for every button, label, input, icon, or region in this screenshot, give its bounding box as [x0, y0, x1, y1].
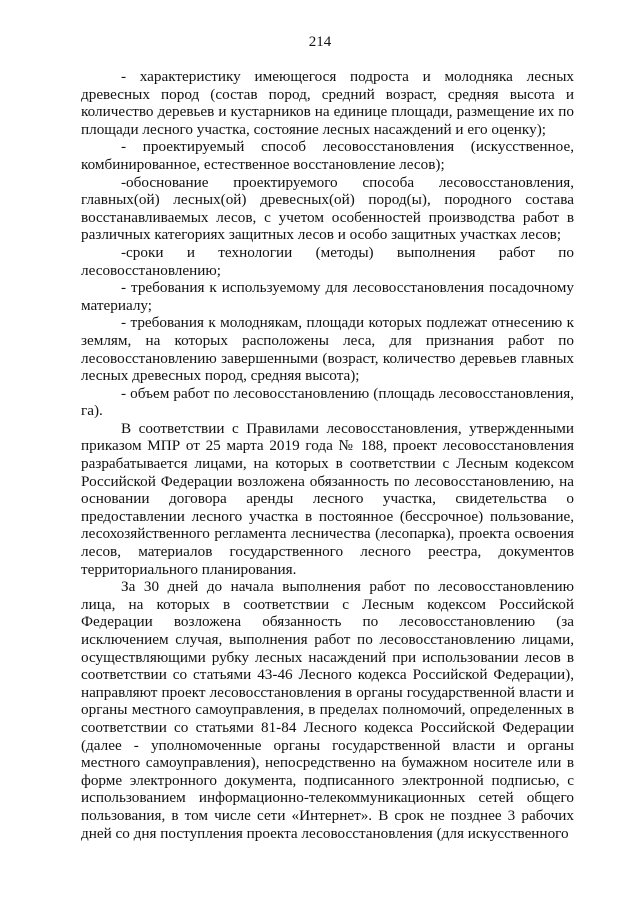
body-text [81, 68, 574, 842]
paragraph-reforestation-rules: В соответствии с Правилами лесовосстановления, утвержденными приказом МПР от 25 марта 2019 года № 188, проект лесовосстановления разрабатывается лицами, на которых в соответствии с Лесным кодексом Российской Федерации возложена обязанность по лесовосстановлению, на основании договора аренды лесного участка, свидетельства о предоставлении лесного участка в постоянное (бессрочное) пользование, лесохозяйственного регламента лесничества (лесопарка), проекта освоения лесов, материалов государственного лесного реестра, документов территориального планирования. [81, 419, 574, 578]
paragraph-undergrowth-characteristics: - характеристику имеющегося подроста и молодняка лесных древесных пород (состав пород, средний возраст, средняя высота и количество деревьев и кустарников на единице площади, размещение их по площади лесного участка, состояние лесных насаждений и его оценку); [81, 68, 574, 138]
paragraph-young-growth-requirements: - требования к молоднякам, площади которых подлежат отнесению к землям, на которых расположены леса, для признания работ по лесовосстановлению завершенными (возраст, количество деревьев главных лесных древесных пород, средняя высота); [81, 314, 574, 385]
paragraph-method-justification: -обоснование проектируемого способа лесовосстановления, главных(ой) лесных(ой) древесных(ой) пород(ы), породного состава восстанавливаемых лесов, с учетом особенностей производства работ в различных категориях защитных лесов и особо защитных участках лесов; [81, 173, 574, 244]
paragraph-planting-material: - требования к используемому для лесовосстановления посадочному материалу; [81, 279, 574, 314]
paragraph-work-volume: - объем работ по лесовосстановлению (площадь лесовосстановления, га). [81, 384, 574, 420]
paragraph-submission-procedure: За 30 дней до начала выполнения работ по лесовосстановлению лица, на которых в соответствии с Лесным кодексом Российской Федерации возложена обязанность по лесовосстановлению (за исключением случая, выполнения работ по лесовосстановлению лицами, осуществляющими рубку лесных насаждений при использовании лесов в соответствии со статьями 43-46 Лесного кодекса Российской Федерации), направляют проект лесовосстановления в органы государственной власти и органы местного самоуправления, в пределах полномочий, определенных в соответствии со статьями 81-84 Лесного кодекса Российской Федерации (далее - уполномоченные органы государственной власти и органы местного самоуправления), непосредственно на бумажном носителе или в форме электронного документа, подписанного электронной подписью, с использованием информационно-телекоммуникационных сетей общего пользования, в том числе сети «Интернет». В срок не позднее 3 рабочих дней со дня поступления проекта лесовосстановления (для искусственного [81, 578, 574, 842]
paragraph-timing-technology: -сроки и технологии (методы) выполнения работ по лесовосстановлению; [81, 243, 574, 279]
page-number: 214 [308, 34, 332, 50]
paragraph-reforestation-method: - проектируемый способ лесовосстановления (искусственное, комбинированное, естественное восстановление лесов); [81, 138, 574, 173]
